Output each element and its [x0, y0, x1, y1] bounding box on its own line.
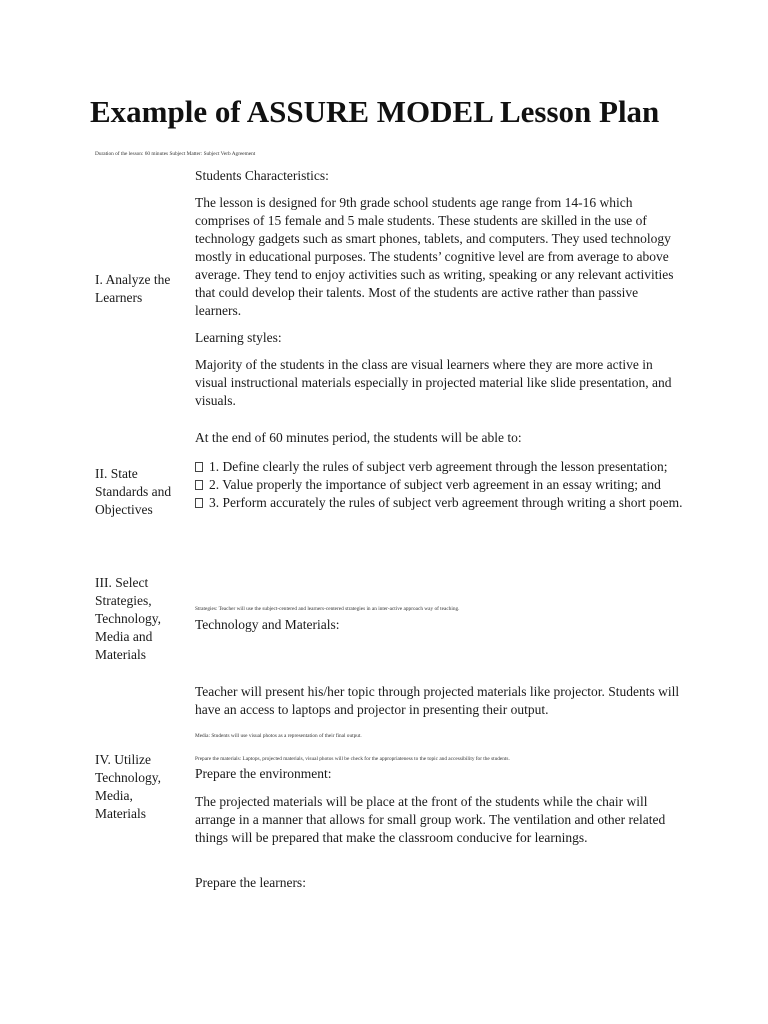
- objective-text: 2. Value properly the importance of subject verb agreement in an essay writing; and: [209, 477, 661, 492]
- duration-subject-line: Duration of the lesson: 60 minutes Subject Matter: Subject Verb Agreement: [95, 151, 256, 157]
- objective-item: [195, 476, 685, 494]
- prepare-environment-heading: Prepare the environment:: [195, 766, 332, 781]
- media-line: Media: Students will use visual photos as a representation of their final output.: [195, 733, 362, 739]
- strategies-line: Strategies: Teacher will use the subject-centered and learners-centered strategies in an inter-active approach way of teaching.: [195, 606, 460, 612]
- objective-text: 1. Define clearly the rules of subject verb agreement through the lesson presentation;: [209, 459, 668, 474]
- label-select-strategies: III. Select Strategies, Technology, Media and Materials: [95, 575, 162, 662]
- label-analyze-learners: I. Analyze the Learners: [95, 272, 171, 305]
- objectives-intro: At the end of 60 minutes period, the students will be able to:: [195, 430, 522, 445]
- objective-text: 3. Perform accurately the rules of subject verb agreement through writing a short poem.: [209, 495, 683, 510]
- checkbox-bullet-icon: [195, 498, 203, 508]
- prepare-learners-heading: Prepare the learners:: [195, 875, 306, 890]
- label-utilize-technology: IV. Utilize Technology, Media, Materials: [95, 752, 162, 821]
- checkbox-bullet-icon: [195, 462, 203, 472]
- prepare-materials-line: Prepare the materials: Laptops, projected materials, visual photos will be check for the appropriateness to the topic and accessibility for the students.: [195, 756, 510, 762]
- checkbox-bullet-icon: [195, 480, 203, 490]
- technology-materials-heading: Technology and Materials:: [195, 617, 340, 632]
- objective-item: [195, 494, 685, 512]
- label-state-standards: II. State Standards and Objectives: [95, 466, 172, 517]
- technology-materials-paragraph: Teacher will present his/her topic through projected materials like projector. Students will have an access to laptops and projector in presenting their output.: [195, 684, 680, 717]
- document-title: Example of ASSURE MODEL Lesson Plan: [90, 94, 660, 129]
- objective-item: [195, 458, 685, 476]
- students-characteristics-heading: Students Characteristics:: [195, 168, 329, 183]
- learning-styles-paragraph: Majority of the students in the class are visual learners where they are more active in visual instructional materials especially in projected material like slide presentation, and visuals.: [195, 357, 672, 408]
- prepare-environment-paragraph: The projected materials will be place at the front of the students while the chair will arrange in a manner that allows for small group work. The ventilation and other related things will be prepared that make the classroom conducive for learnings.: [195, 794, 666, 845]
- students-characteristics-paragraph: The lesson is designed for 9th grade school students age range from 14-16 which comprises of 15 female and 5 male students. These students are skilled in the use of technology gadgets such as smart phones, tablets, and computers. They used technology mostly in educational purposes. The students’ cognitive level are from average to above average. They tend to enjoy activities such as writing, speaking or any relevant activities that could develop their talents. Most of the students are active rather than passive learners.: [195, 195, 674, 318]
- objectives-list: [195, 458, 685, 512]
- learning-styles-heading: Learning styles:: [195, 330, 282, 345]
